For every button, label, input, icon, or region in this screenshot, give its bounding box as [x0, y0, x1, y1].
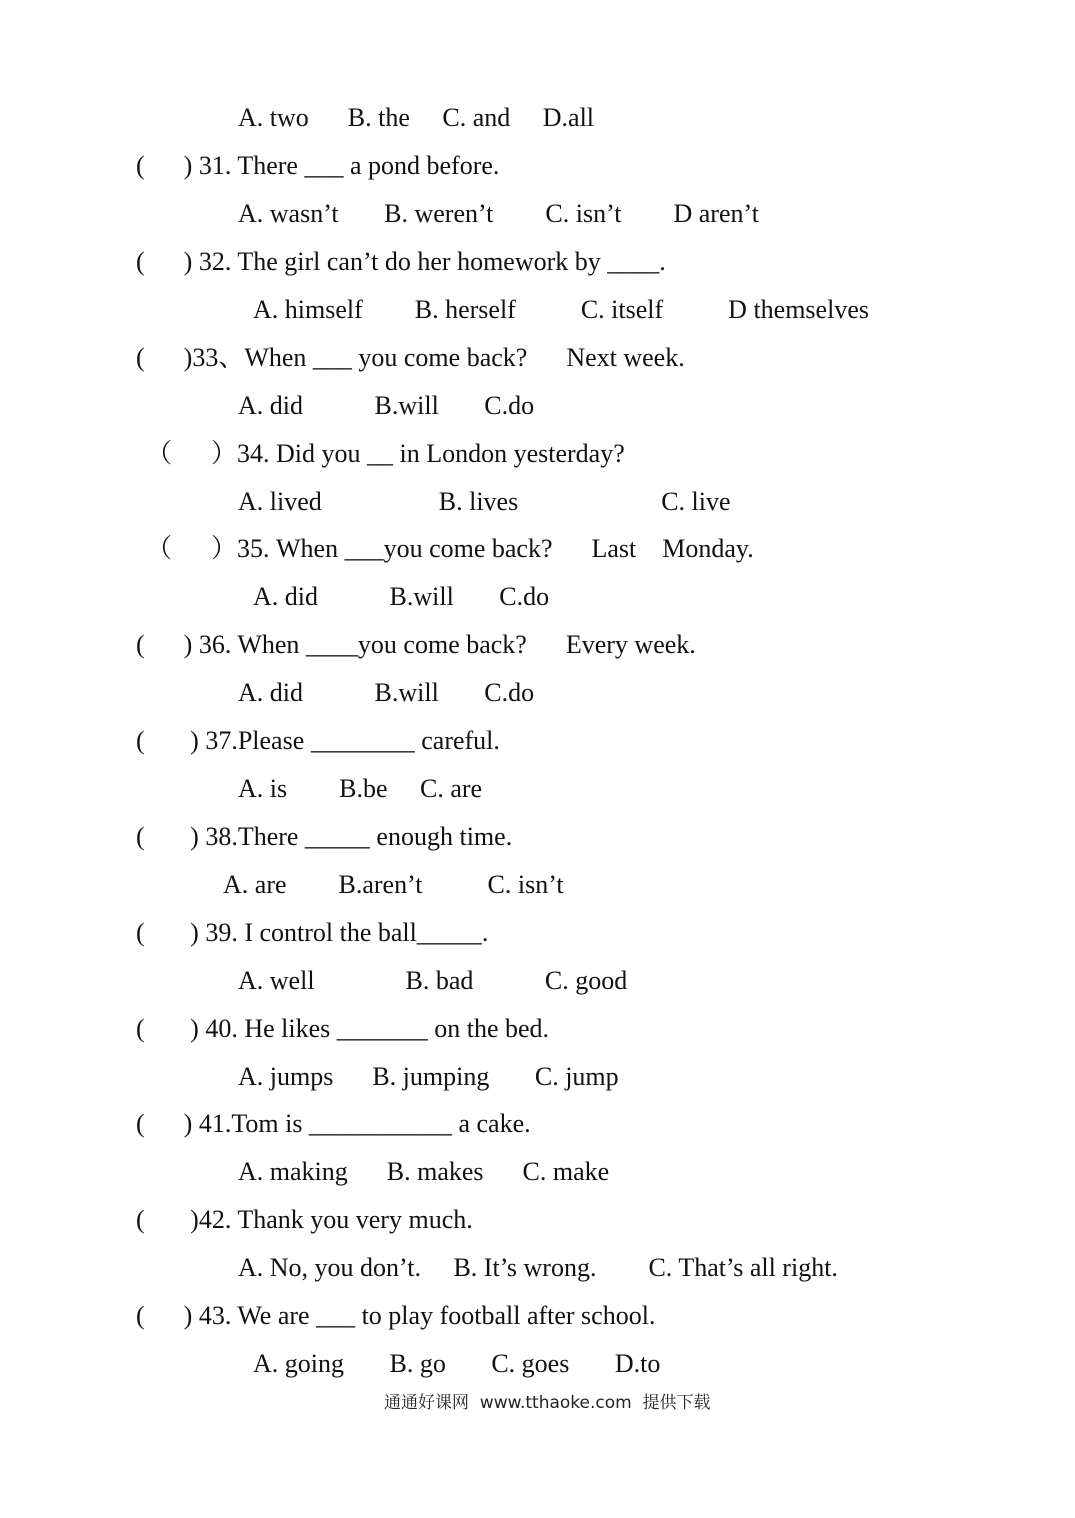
answer-options-32: A. himself B. herself C. itself D themselves: [253, 295, 869, 324]
answer-options-35: A. did B.will C.do: [253, 582, 550, 611]
question-38: ( ) 38.There _____ enough time.: [136, 822, 513, 851]
question-39: ( ) 39. I control the ball_____.: [136, 918, 489, 947]
question-31: ( ) 31. There ___ a pond before.: [136, 151, 500, 180]
question-37: ( ) 37.Please ________ careful.: [136, 726, 500, 755]
question-35: （ ）35. When ___you come back? Last Monday.: [146, 534, 754, 563]
answer-options-40: A. jumps B. jumping C. jump: [238, 1062, 619, 1091]
question-41: ( ) 41.Tom is ___________ a cake.: [136, 1109, 531, 1138]
answer-options-38: A. are B.aren’t C. isn’t: [223, 870, 564, 899]
answer-options-39: A. well B. bad C. good: [238, 966, 628, 995]
answer-options-34: A. lived B. lives C. live: [238, 487, 731, 516]
question-43: ( ) 43. We are ___ to play football after school.: [136, 1301, 656, 1330]
answer-options-33: A. did B.will C.do: [238, 391, 535, 420]
answer-options-31: A. wasn’t B. weren’t C. isn’t D aren’t: [238, 199, 759, 228]
question-40: ( ) 40. He likes _______ on the bed.: [136, 1014, 550, 1043]
question-32: ( ) 32. The girl can’t do her homework by ____.: [136, 247, 666, 276]
page-footer: 通通好课网 www.tthaoke.com 提供下载: [384, 1393, 711, 1413]
answer-options-43: A. going B. go C. goes D.to: [253, 1349, 661, 1378]
answer-options-37: A. is B.be C. are: [238, 774, 483, 803]
question-33: ( )33、When ___ you come back? Next week.: [136, 343, 685, 372]
answer-options-41: A. making B. makes C. make: [238, 1157, 610, 1186]
question-34: （ ）34. Did you __ in London yesterday?: [146, 439, 625, 468]
question-42: ( )42. Thank you very much.: [136, 1205, 473, 1234]
question-36: ( ) 36. When ____you come back? Every week.: [136, 630, 696, 659]
answer-options-36: A. did B.will C.do: [238, 678, 535, 707]
answer-options-42: A. No, you don’t. B. It’s wrong. C. That’s all right.: [238, 1253, 838, 1282]
answer-options-30: A. two B. the C. and D.all: [238, 103, 595, 132]
